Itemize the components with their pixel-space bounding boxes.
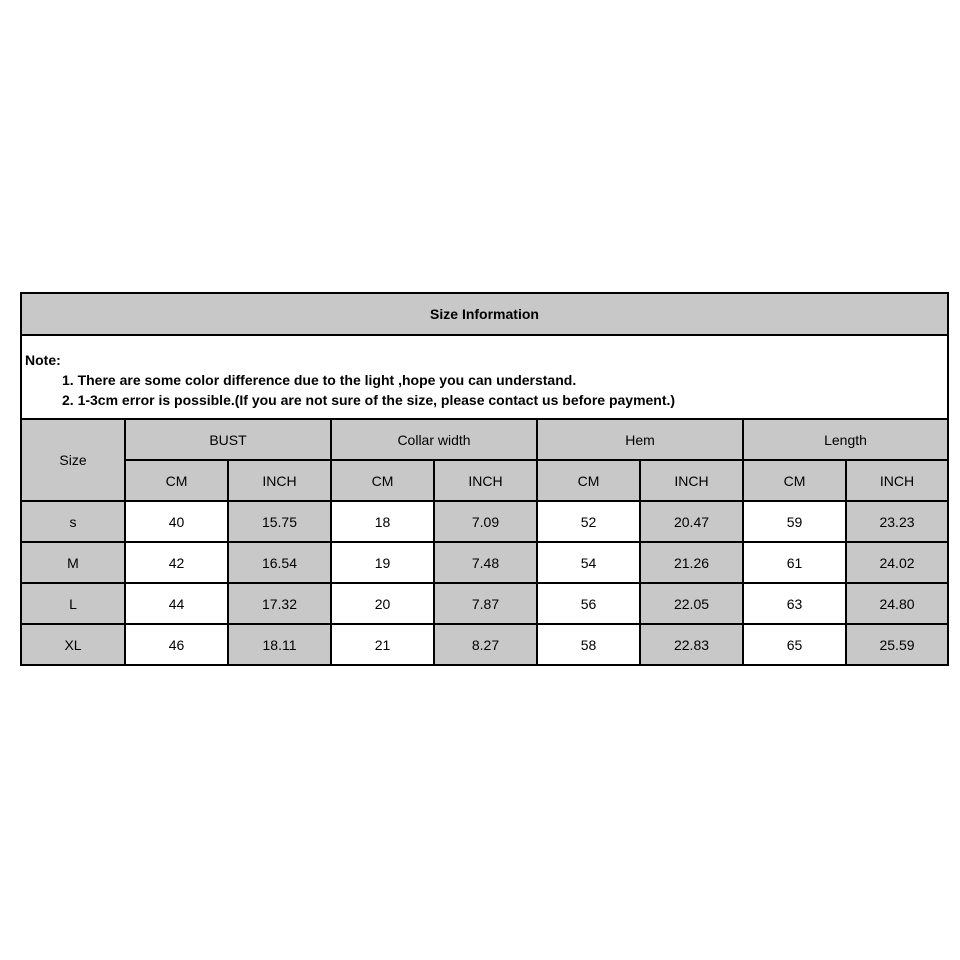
size-cell: M: [22, 542, 125, 583]
table-row: [22, 501, 947, 542]
header-row-groups: [22, 420, 947, 460]
value-cell: 19: [331, 542, 434, 583]
value-cell: 7.09: [434, 501, 537, 542]
value-cell: 23.23: [846, 501, 947, 542]
table-row: [22, 624, 947, 664]
value-cell: 24.02: [846, 542, 947, 583]
unit-header: INCH: [434, 460, 537, 501]
size-column-header: Size: [22, 420, 125, 501]
size-table: [22, 420, 947, 664]
value-cell: 24.80: [846, 583, 947, 624]
value-cell: 58: [537, 624, 640, 664]
group-header-length: Length: [743, 420, 947, 460]
unit-header: INCH: [846, 460, 947, 501]
group-header-collar-width: Collar width: [331, 420, 537, 460]
value-cell: 52: [537, 501, 640, 542]
value-cell: 63: [743, 583, 846, 624]
unit-header: INCH: [228, 460, 331, 501]
table-row: [22, 583, 947, 624]
value-cell: 17.32: [228, 583, 331, 624]
group-header-bust: BUST: [125, 420, 331, 460]
value-cell: 8.27: [434, 624, 537, 664]
unit-header: INCH: [640, 460, 743, 501]
group-header-hem: Hem: [537, 420, 743, 460]
size-cell: L: [22, 583, 125, 624]
note-section: [22, 336, 947, 420]
value-cell: 21: [331, 624, 434, 664]
unit-header: CM: [743, 460, 846, 501]
note-line-2: 2. 1-3cm error is possible.(If you are not sure of the size, please contact us before payment.): [62, 392, 676, 408]
value-cell: 7.48: [434, 542, 537, 583]
size-chart: [20, 292, 949, 666]
value-cell: 21.26: [640, 542, 743, 583]
value-cell: 18: [331, 501, 434, 542]
value-cell: 16.54: [228, 542, 331, 583]
unit-header: CM: [537, 460, 640, 501]
table-row: [22, 542, 947, 583]
size-cell: XL: [22, 624, 125, 664]
unit-header: CM: [125, 460, 228, 501]
note-heading: Note:: [25, 352, 61, 368]
value-cell: 42: [125, 542, 228, 583]
value-cell: 20.47: [640, 501, 743, 542]
value-cell: 65: [743, 624, 846, 664]
value-cell: 20: [331, 583, 434, 624]
value-cell: 7.87: [434, 583, 537, 624]
value-cell: 22.05: [640, 583, 743, 624]
chart-title: Size Information: [22, 294, 947, 336]
value-cell: 25.59: [846, 624, 947, 664]
value-cell: 15.75: [228, 501, 331, 542]
value-cell: 56: [537, 583, 640, 624]
value-cell: 18.11: [228, 624, 331, 664]
value-cell: 46: [125, 624, 228, 664]
value-cell: 61: [743, 542, 846, 583]
size-cell: s: [22, 501, 125, 542]
value-cell: 54: [537, 542, 640, 583]
value-cell: 40: [125, 501, 228, 542]
value-cell: 59: [743, 501, 846, 542]
unit-header: CM: [331, 460, 434, 501]
header-row-units: [22, 460, 947, 501]
value-cell: 44: [125, 583, 228, 624]
value-cell: 22.83: [640, 624, 743, 664]
note-line-1: 1. There are some color difference due to the light ,hope you can understand.: [62, 372, 577, 388]
